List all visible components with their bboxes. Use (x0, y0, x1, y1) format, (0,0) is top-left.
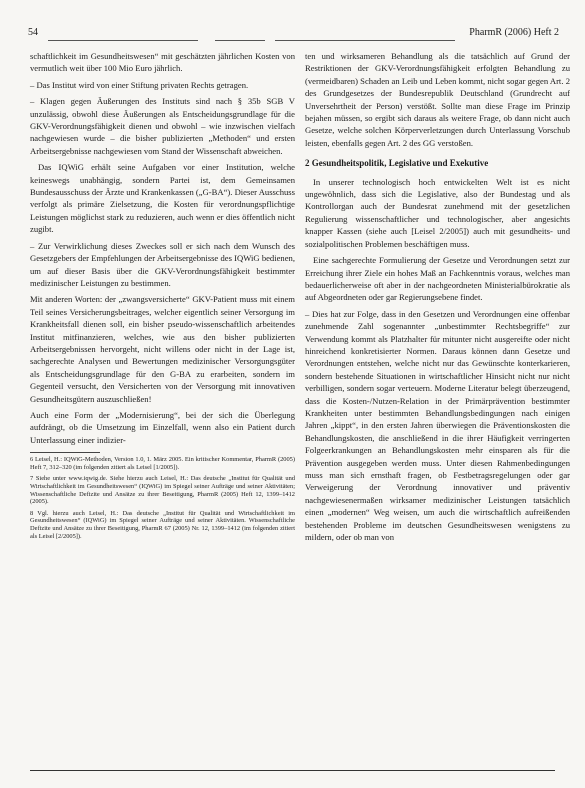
right-paragraph-1: ten und wirksameren Behandlung als die tatsächlich auf Grund der Restriktionen der GKV-Verordnungsfähigkeit erfolgten Behandlung zu (vermeidbaren) Schaden an Leib und Leben kommt, nicht sogar gegen Art. 2 des Grundgesetzes der Bundesrepublik Deutschland (Grundrecht auf Unversehrtheit der Person) verstößt. Sollte man diese Frage im Prinzip bejahen müssen, so ergibt sich daraus als weitere Frage, ob dann nicht auch Gesetze, welche solchen Körperverletzungen durch Unterlassung Vorschub leisten, ebenfalls gegen Art. 2 des GG verstoßen. (305, 51, 570, 148)
left-paragraph-3: – Klagen gegen Äußerungen des Instituts sind nach § 35b SGB V unzulässig, obwohl diese Äußerungen als Entscheidungsgrundlage für die GKV-Verordnungsfähigkeit dienen und obwohl – wie inzwischen vielfach nachgewiesen wurde – die bisher publizierten „Methoden“ und ersten Arbeitsergebnisse nachgewiesen vom Stand der Wissenschaft abweichen. (30, 96, 295, 156)
left-paragraph-4: Das IQWiG erhält seine Aufgaben vor einer Institution, welche keineswegs unabhängig, sondern Partei ist, dem Gemeinsamen Bundesausschuss der Ärzte und Krankenkassen („G-BA“). Dieser Ausschuss verfolgt als primäre Zielsetzung, die Kosten für verordnungspflichtige Leistungen möglichst stark zu reduzieren, auch wenn er dies öffentlich nicht zugibt. (30, 162, 295, 235)
left-paragraph-6: Mit anderen Worten: der „zwangsversicherte“ GKV-Patient muss mit einem Teil seines Versicherungsbeitrages, welcher eigentlich seiner Versorgung im Krankheitsfall dienen soll, ein bisher pseudo-wissenschaftlich arbeitendes Institut mitfinanzieren, welches, wie aus den bisher publizierten Arbeitsergebnissen hervorgeht, nicht willens oder nicht in der Lage ist, sachgerechte Analysen und Bewertungen medizinischer Versorgungsgüter als Entscheidungsgrundlage für den G-BA zu erarbeiten, sondern im Gegenteil versucht, den Versicherten von der Versorgung mit innovativen Gesundheitsgütern auszuschließen! (30, 294, 295, 404)
header-rule-left (48, 40, 198, 41)
left-paragraph-1: schaftlichkeit im Gesundheitswesen“ mit geschätzten jährlichen Kosten von vermutlich weit über 100 Mio Euro jährlich. (30, 51, 295, 74)
page-number: 54 (28, 27, 38, 38)
footnote-7: 7 Siehe unter www.iqwig.de. Siehe hierzu auch Leisel, H.: Das deutsche „Institut für Qualität und Wirtschaftlichkeit im Gesundheitswesen“ (IQWiG) im Spiegel seiner Aufträge und seiner Aktivitäten; Wissenschaftliche Defizite und Ansätze zu ihrer Beseitigung, PharmR (2005) Heft 12, 1399–1412 (2005). (30, 475, 295, 506)
footnote-8: 8 Vgl. hierzu auch Leisel, H.: Das deutsche „Institut für Qualität und Wirtschaftlichkeit im Gesundheitswesen“ (IQWiG) im Spiegel seiner Aufträge und seiner Aktivitäten. Wissenschaftliche Defizite und Ansätze zu ihrer Beseitigung, PharmR 67 (2005) Nr. 12, 1399–1412 (im folgenden zitiert als Leisel [2/2005]). (30, 509, 295, 540)
left-paragraph-5: – Zur Verwirklichung dieses Zweckes soll er sich nach dem Wunsch des Gesetzgebers der Empfehlungen der Arbeitsergebnisse des IQWiG bedienen, um auf dieser Basis über die GKV-Verordnungsfähigkeit bestimmter medizinischer Leistungen zu bestimmen. (30, 240, 295, 288)
journal-header: PharmR (2006) Heft 2 (469, 27, 559, 38)
right-paragraph-2: In unserer technologisch hoch entwickelten Welt ist es nicht ungewöhnlich, dass sich die Legislative, also der Bundestag und als Kontrollorgan auch der Bundesrat zunehmend mit der gesetzlichen Regulierung wissenschaftlicher und technologischer, aber angesichts knapper Kassen (siehe auch [Leisel 2/2005]) auch mit gesundheits- und sozialpolitischen Problemen beschäftigen muss. (305, 176, 570, 249)
left-column (30, 50, 295, 544)
right-column (305, 50, 570, 547)
bottom-rule (30, 770, 555, 771)
header-rule-mid (215, 40, 265, 41)
left-paragraph-7: Auch eine Form der „Modernisierung“, bei der sich die Überlegung aufdrängt, ob die Umsetzung im Einzelfall, wenn also ein Patient durch Unterlassung einer indizier- (30, 409, 295, 445)
footnote-6: 6 Leisel, H.: IQWiG-Methoden, Version 1.0, 1. März 2005. Ein kritischer Kommentar, PharmR (2005) Heft 7, 312–320 (im folgenden zitiert als Leisel [1/2005]). (30, 456, 295, 471)
header-rule-right (275, 40, 455, 41)
footnote-rule (30, 452, 100, 453)
right-paragraph-4: – Dies hat zur Folge, dass in den Gesetzen und Verordnungen eine offenbar zunehmende Zahl sogenannter „unbestimmter Rechtsbegriffe“ zur Verwendung kommt als Platzhalter für mitunter nicht ausgereifte oder nicht hinreichend konkretisierter Normen. Daraus können dann Gesetze und Verordnungen entstehen, welche nicht nur das Gewünschte konterkarieren, sondern bestehende Situationen in wirtschaftlicher Hinsicht nicht nur nicht verbilligen, sondern sogar verteuern. Moderne Literatur belegt überzeugend, dass die Kosten-/Nutzen-Relation in der Primärprävention bestimmter Krankheiten unter bestimmten Behandlungsbedingungen nach einigen Jahren „kippt“, in den ersten Jahren überwiegen die Präventionskosten die Behandlungskosten, die anschließend in die ihrer Häufigkeit verringerten Folgeerkrankungen an Behandlungskosten mehr einsparen als für die Prävention ausgegeben werden muss. Unter diesen Rahmenbedingungen muss man sich ernsthaft fragen, ob Festbetragsregelungen oder gar Verweigerung der Verordnung innovativer und präventiv nachgewiesenermaßen wirksamer medizinischer Leistungen tatsächlich einen „modernen“ Weg weisen, um auch die wirtschaftlich aufreißenden bestehenden Probleme im deutschen Gesundheitswesen wenigstens zu mildern, oder ob man von (305, 308, 570, 543)
left-paragraph-2: – Das Institut wird von einer Stiftung privaten Rechts getragen. (30, 79, 249, 90)
right-paragraph-3: Eine sachgerechte Formulierung der Gesetze und Verordnungen setzt zur Erreichung ihrer Ziele ein hohes Maß an Fachkenntnis voraus, welches man bedauerlicherweise oft aber in der nachgeordneten Ministerialbürokratie als auf Abgeordneten oder gar Regierungsebene findet. (305, 255, 570, 303)
section-heading: 2 Gesundheitspolitik, Legislative und Exekutive (305, 158, 489, 169)
